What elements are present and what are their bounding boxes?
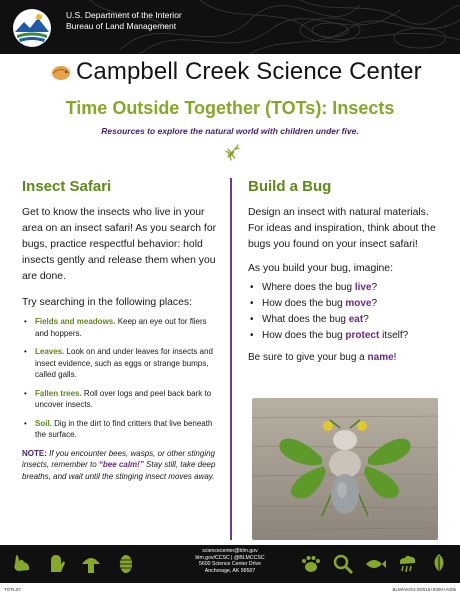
contact-city: Anchorage, AK 99507: [204, 567, 256, 574]
paw-print-icon: [300, 552, 322, 576]
list-item: • Where does the bug live?: [248, 280, 444, 296]
contact-email[interactable]: sciencecenter@blm.gov: [202, 548, 258, 554]
hare-icon: [10, 552, 32, 576]
search-places-intro: Try searching in the following places:: [22, 297, 192, 308]
list-item: • Soil. Dig in the dirt to find critters that live beneath the surface.: [22, 418, 218, 441]
magnifier-icon: [332, 552, 354, 576]
build-a-bug-heading: Build a Bug: [248, 178, 332, 195]
agency-name: [66, 10, 182, 32]
center-name: Campbell Creek Science Center: [76, 58, 422, 85]
list-item: • How does the bug protect itself?: [248, 328, 444, 344]
science-center-title: [50, 58, 422, 86]
insect-safari-section: [22, 178, 218, 483]
document-code: TOTs.07: [4, 587, 21, 592]
imagine-prompt: As you build your bug, imagine:: [248, 263, 393, 274]
insect-icon: [220, 142, 242, 164]
pinecone-icon: [115, 552, 137, 576]
insect-safari-heading: Insect Safari: [22, 178, 112, 195]
nature-bug-photo: [252, 398, 438, 540]
salmon-icon: [364, 552, 386, 576]
contact-web[interactable]: blm.gov/CCSC | @BLMCCSC: [195, 554, 265, 561]
search-places-list: [22, 316, 218, 441]
list-item: • Fields and meadows. Keep an eye out for fliers and hoppers.: [22, 316, 218, 339]
imagine-questions-list: [248, 280, 444, 344]
rain-cloud-icon: [396, 552, 418, 576]
salmon-logo-icon: [50, 62, 72, 82]
contact-street: 5600 Science Center Drive: [199, 561, 261, 568]
agency-line-2: Bureau of Land Management: [66, 21, 177, 31]
mitten-icon: [45, 552, 67, 576]
safety-note: NOTE: If you encounter bees, wasps, or other stinging insects, remember to “bee calm!” Stay still, take deep breaths, and wait until the stinging insect moves away.: [22, 448, 216, 482]
build-a-bug-intro: Design an insect with natural materials. For ideas and inspiration, think about the bugs you found on your insect safari!: [248, 207, 436, 250]
list-item: • How does the bug move?: [248, 296, 444, 312]
mushroom-icon: [80, 552, 102, 576]
name-your-bug: Be sure to give your bug a name!: [248, 352, 397, 363]
build-a-bug-section: [248, 178, 444, 365]
contact-info: [176, 548, 284, 574]
column-divider: [230, 178, 232, 540]
publication-number: BLM/AK/GI-20/016+8300+A005: [392, 587, 456, 592]
list-item: • Leaves. Look on and under leaves for insects and insect evidence, such as eggs or strange bumps, called galls.: [22, 346, 218, 381]
agency-line-1: U.S. Department of the Interior: [66, 10, 182, 20]
document-subtitle: Resources to explore the natural world with children under five.: [101, 126, 359, 136]
blm-logo: [12, 8, 52, 48]
document-title: Time Outside Together (TOTs): Insects: [65, 98, 395, 118]
leaf-icon: [428, 552, 450, 576]
insect-safari-intro: Get to know the insects who live in your area on an insect safari! As you search for bugs, practice respectful behavior: hold insects gently and release them when you are done.: [22, 207, 217, 282]
header-bar: [0, 0, 460, 54]
footer-bar: [0, 545, 460, 583]
list-item: • What does the bug eat?: [248, 312, 444, 328]
list-item: • Fallen trees. Roll over logs and peel back bark to uncover insects.: [22, 388, 218, 411]
